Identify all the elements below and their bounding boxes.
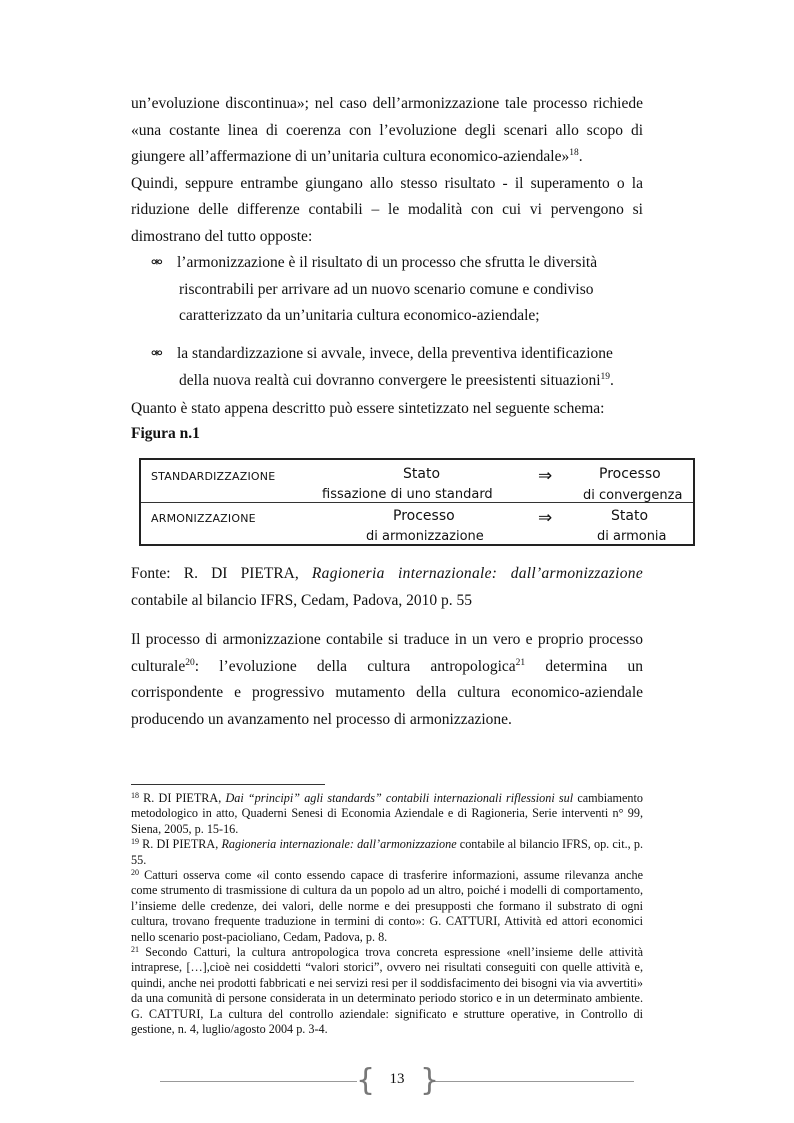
footnote-ref-19: 19 <box>600 371 610 382</box>
row1-middle-sub: fissazione di uno standard <box>322 487 493 502</box>
text-line: riscontrabili per arrivare ad un nuovo scenario comune e condiviso <box>179 280 594 298</box>
row-label-standardizzazione: STANDARDIZZAZIONE <box>151 470 276 483</box>
text-line: caratterizzato da un’unitaria cultura economico-aziendale; <box>179 307 540 324</box>
brace-right-icon: } <box>420 1063 440 1098</box>
text-line: Fonte: R. DI PIETRA, Ragioneria internazionale: dall’armonizzazione <box>131 565 643 582</box>
bullet-icon: ⚮ <box>151 255 163 271</box>
paragraph-intro <box>131 91 643 250</box>
page-rule-right <box>434 1081 634 1082</box>
figure-source <box>131 561 643 614</box>
row-label-armonizzazione: ARMONIZZAZIONE <box>151 512 256 525</box>
figure-schema <box>139 458 695 546</box>
text-line: producendo un avanzamento nel processo di armonizzazione. <box>131 710 512 728</box>
schema-intro: Quanto è stato appena descritto può essere sintetizzato nel seguente schema: <box>131 400 605 417</box>
text-line: giungere all’affermazione di un’unitaria cultura economico-aziendale»$^{18}$. <box>131 148 583 165</box>
text-line: corrispondente e progressivo mutamento della cultura economico-aziendale <box>131 684 643 701</box>
figure-title: Figura n.1 <box>131 425 200 442</box>
page-rule-left <box>160 1081 357 1082</box>
list-item-armonizzazione <box>151 250 643 330</box>
text-line: dimostrano del tutto opposte: <box>131 227 313 245</box>
arrow-icon: ⇒ <box>538 508 553 528</box>
text-line: un’evoluzione discontinua»; nel caso dell’armonizzazione tale processo richiede <box>131 95 643 112</box>
footnote-separator <box>131 784 325 785</box>
text-line: riduzione delle differenze contabili – le modalità con cui vi pervengono si <box>131 201 643 218</box>
footnote-ref-21: 21 <box>515 657 526 668</box>
brace-left-icon: { <box>356 1063 376 1098</box>
footnotes <box>131 791 643 1038</box>
footnote-18: $^{18}$ R. DI PIETRA, Dai “principi” agli standards” contabili internazionali riflessioni sul cambiamento metodologico in atto, Quaderni Senesi di Economia Aziendale e di Ragioneria, Serie interventi n° 99, Siena, 2005, p. 15-16. <box>131 791 643 836</box>
text-line: Il processo di armonizzazione contabile si traduce in un vero e proprio processo <box>131 631 643 648</box>
row1-right-sub: di convergenza <box>583 488 683 503</box>
paragraph-processo <box>131 627 643 733</box>
text-line: della nuova realtà cui dovranno convergere le preesistenti situazioni$^{19}$. <box>179 371 614 389</box>
text-line: culturale$^{20}$: l’evoluzione della cultura antropologica$^{21}$ determina un <box>131 657 643 675</box>
row2-right-title: Stato <box>611 508 649 524</box>
row2-middle-title: Processo <box>393 508 455 524</box>
footnote-21: $^{21}$ Secondo Catturi, la cultura antropologica trova concreta espressione «nell’insieme delle attività intraprese, […],cioè nei cosiddetti “valori storici”, ovvero nei risultati conseguiti con quelle attività e, quindi, anche nei prodotti fabbricati e nei servizi resi per il soddisfacimento dei bisogni via via avvertiti» da una comunità di persone considerata in un determinato periodo storico e in un determinato ambiente. G. CATTURI, La cultura del controllo aziendale: significato e strutture operative, in Controllo di gestione, n. 4, luglio/agosto 2004 p. 3-4. <box>131 945 643 1037</box>
text-line: l’armonizzazione è il risultato di un processo che sfrutta le diversità <box>177 254 598 271</box>
text-line: contabile al bilancio IFRS, Cedam, Padova, 2010 p. 55 <box>131 591 472 609</box>
row2-middle-sub: di armonizzazione <box>366 529 484 544</box>
arrow-icon: ⇒ <box>538 466 553 486</box>
text-line: «una costante linea di coerenza con l’evoluzione degli scenari allo scopo di <box>131 121 643 139</box>
list-item-standardizzazione <box>151 341 643 395</box>
footnote-19: $^{19}$ R. DI PIETRA, Ragioneria internazionale: dall’armonizzazione contabile al bilancio IFRS, op. cit., p. 55. <box>131 837 643 867</box>
text-line: Quindi, seppure entrambe giungano allo stesso risultato - il superamento o la <box>131 174 643 192</box>
footnote-ref-20: 20 <box>185 657 195 668</box>
row2-right-sub: di armonia <box>597 529 667 544</box>
page-number: 13 <box>389 1071 405 1087</box>
text-line: la standardizzazione si avvale, invece, della preventiva identificazione <box>177 345 613 362</box>
footnote-20: $^{20}$ Catturi osserva come «il conto essendo capace di trasferire informazioni, assume rilevanza anche come strumento di trasmissione di cultura da un popolo ad un altro, poiché i modelli di comportamento, l’insieme delle credenze, dei valori, delle norme e dei presupposti che formano il substrato di ogni cultura, trovano frequente traduzione in termini di conto»: G. CATTURI, Attività ed attori economici nello scenario post-pacioliano, Cedam, Padova, p. 8. <box>131 868 643 944</box>
row1-middle-title: Stato <box>403 466 441 482</box>
bullet-icon: ⚮ <box>151 346 163 362</box>
row1-right-title: Processo <box>599 466 661 482</box>
footnote-ref-18: 18 <box>569 148 579 158</box>
